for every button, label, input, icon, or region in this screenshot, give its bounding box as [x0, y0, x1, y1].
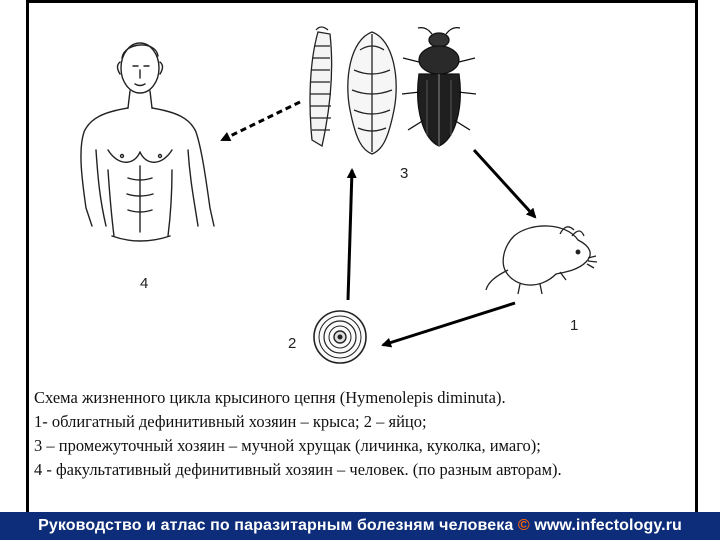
caption-line-3: 3 – промежуточный хозяин – мучной хрущак (личинка, куколка, имаго);: [34, 436, 541, 455]
arrow-egg-to-larva: [348, 170, 352, 300]
footer-site-link[interactable]: www.infectology.ru: [534, 517, 682, 534]
label-beetle: 3: [400, 165, 409, 182]
label-egg: 2: [288, 335, 297, 352]
rat-figure: [486, 226, 597, 294]
caption-line-2: 1- облигатный дефинитивный хозяин – крыса; 2 – яйцо;: [34, 412, 427, 431]
beetle-figure: [402, 28, 476, 146]
larva-figure: [310, 27, 332, 146]
label-human: 4: [140, 275, 149, 292]
arrow-rat-to-egg: [383, 303, 515, 345]
caption-block: [34, 386, 694, 482]
human-figure: [81, 43, 214, 241]
footer-bar: [0, 512, 720, 540]
arrow-beetle-to-rat: [474, 150, 535, 217]
caption-line-1: Схема жизненного цикла крысиного цепня (Hymenolepis diminuta).: [34, 388, 506, 407]
footer-text: [38, 517, 682, 535]
caption-line-4: 4 - факультативный дефинитивный хозяин – человек. (по разным авторам).: [34, 460, 562, 479]
footer-title: Руководство и атлас по паразитарным болезням человека: [38, 517, 514, 534]
arrow-beetle-to-human: [222, 102, 300, 140]
pupa-figure: [348, 32, 396, 154]
copyright-symbol: ©: [517, 517, 530, 534]
egg-figure: [314, 311, 366, 363]
label-rat: 1: [570, 317, 579, 334]
